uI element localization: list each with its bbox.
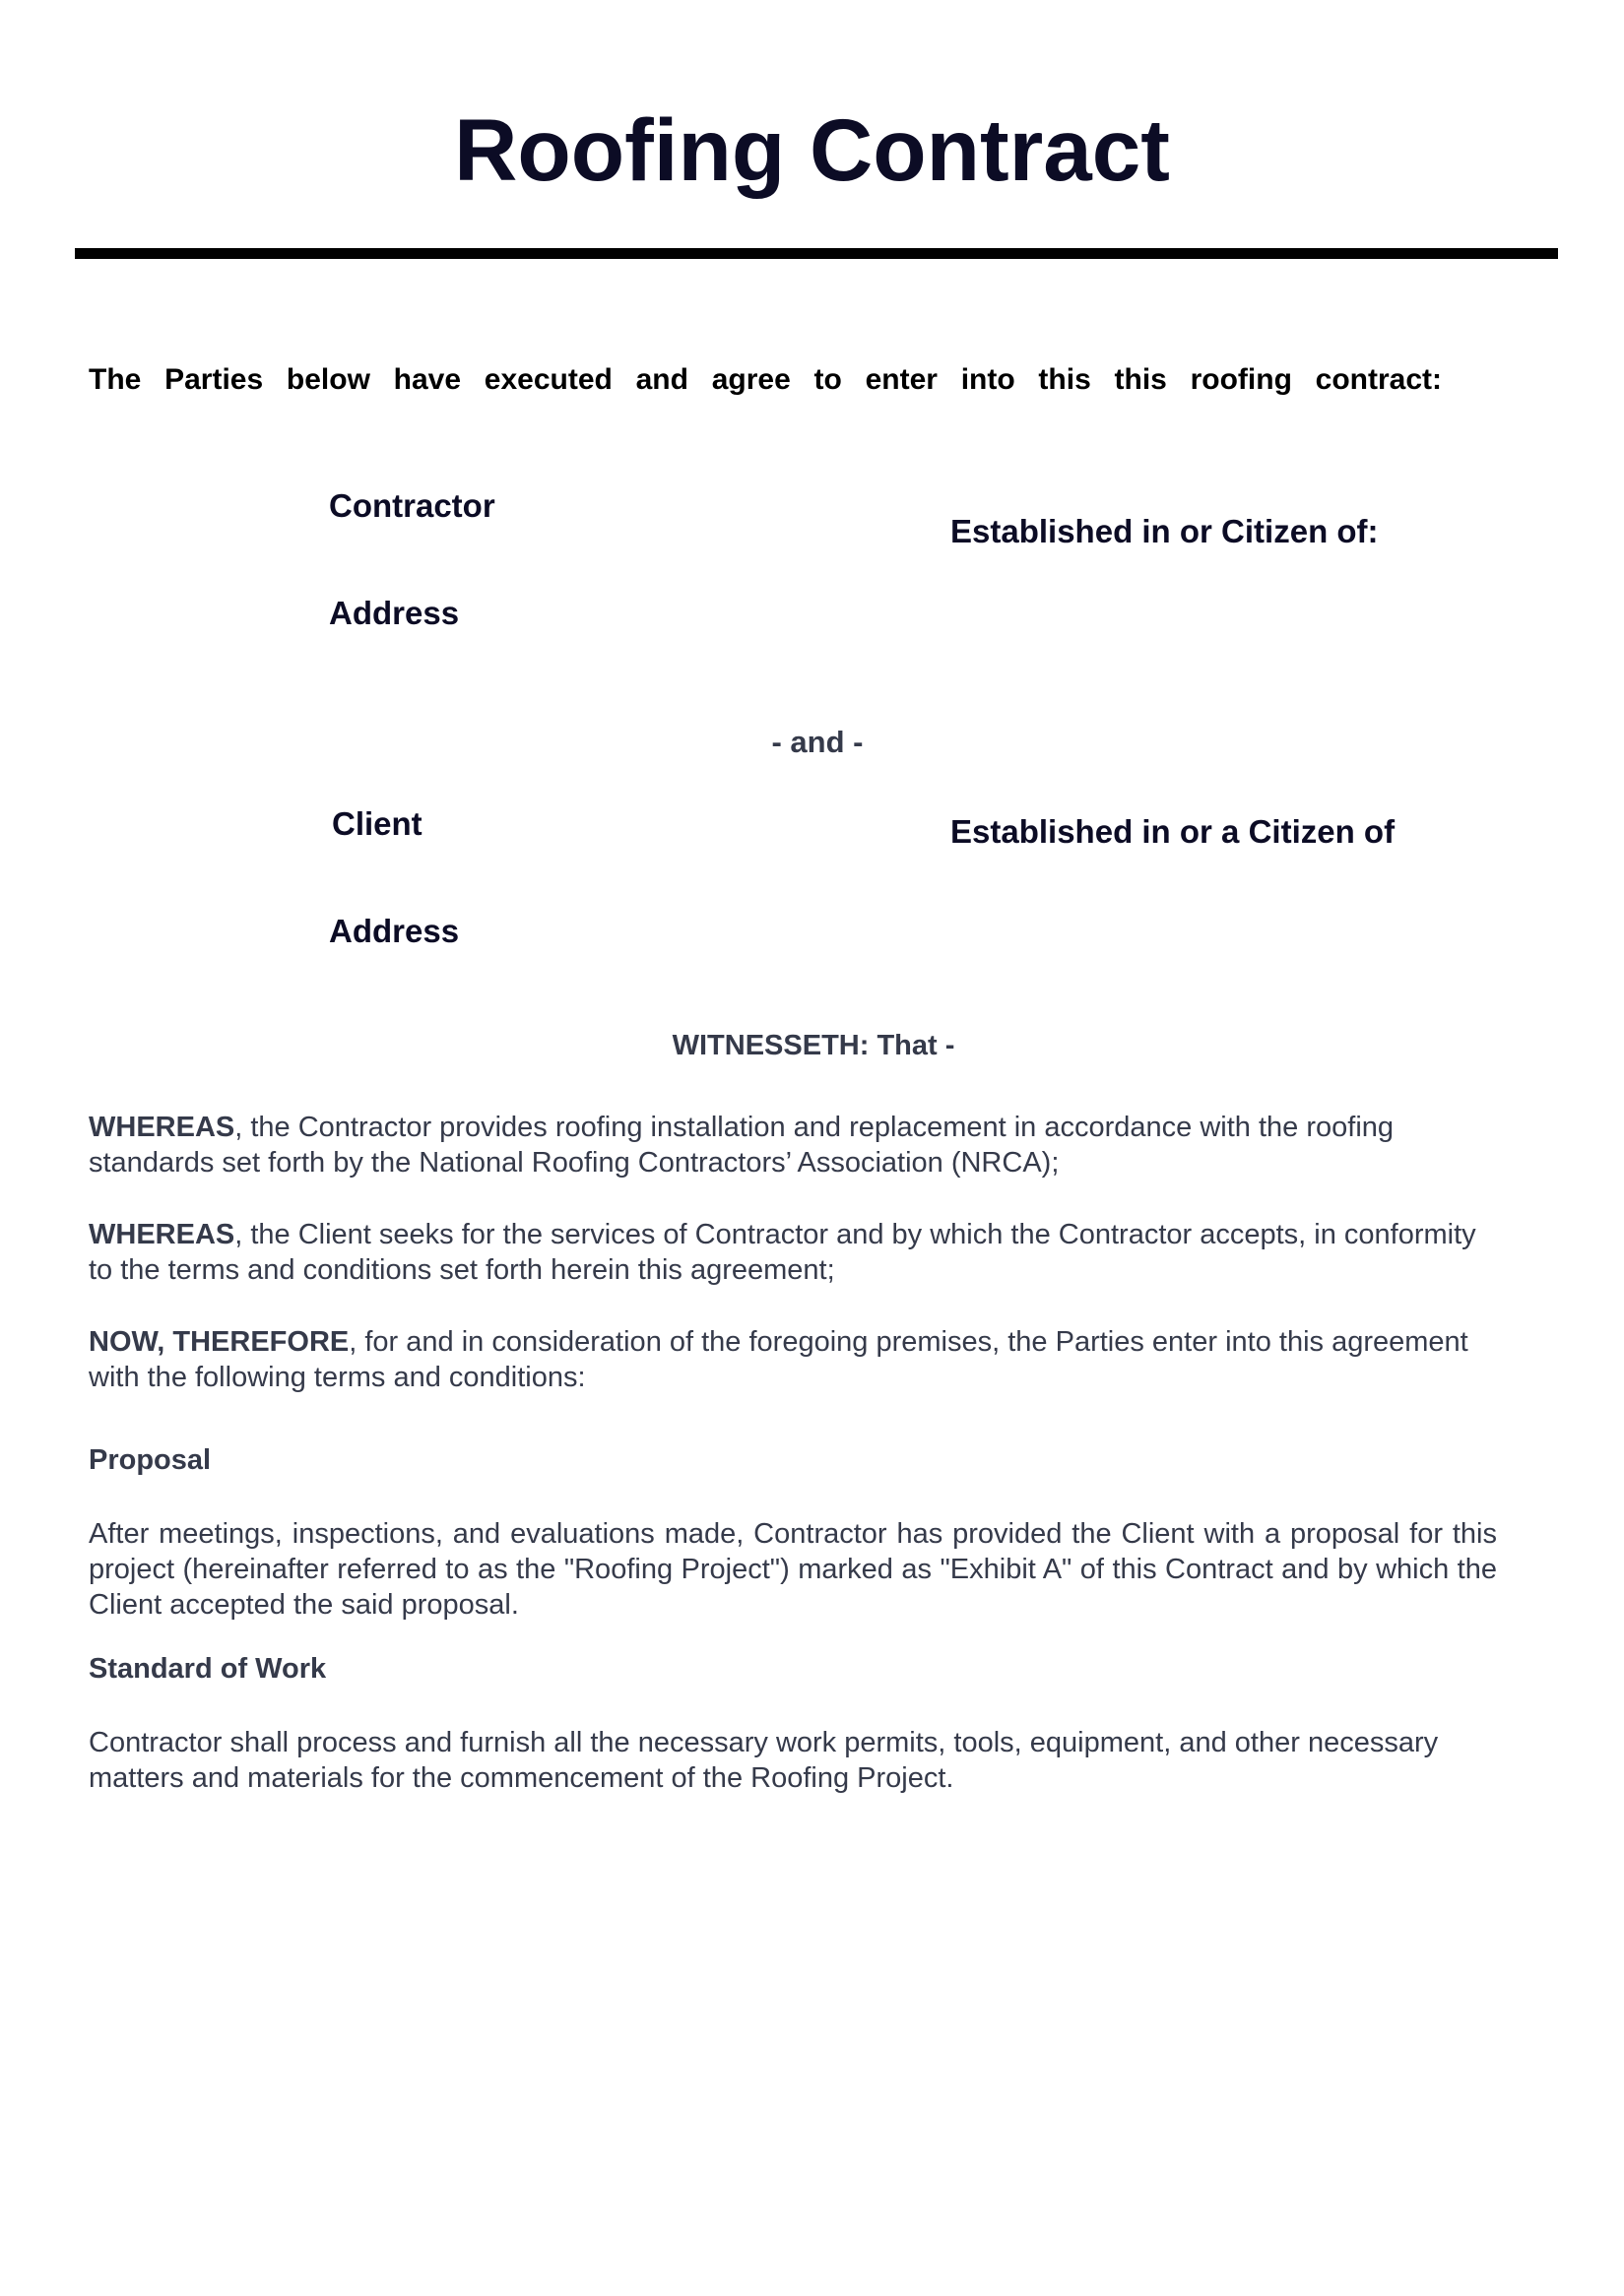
recital-lead: NOW, THEREFORE bbox=[89, 1326, 350, 1358]
contractor-address-label: Address bbox=[329, 595, 460, 631]
section-body-standard-of-work: Contractor shall process and furnish all the necessary work permits, tools, equipment, and other necessary matters and materials for the commencement of the Roofing Project. bbox=[89, 1727, 1439, 1794]
section-heading-standard-of-work: Standard of Work bbox=[89, 1653, 327, 1685]
client-label: Client bbox=[332, 805, 422, 842]
recital-text: , for and in consideration of the foregoing premises, the Parties enter into this agreement with the following terms and conditions: bbox=[89, 1326, 1468, 1393]
intro-statement: The Parties below have executed and agree to enter into this this roofing contract: bbox=[89, 363, 1442, 396]
witnesseth-heading: WITNESSETH: That - bbox=[672, 1030, 955, 1061]
title-divider bbox=[75, 248, 1558, 259]
recital-text: , the Client seeks for the services of Contractor and by which the Contractor accepts, in conformity to the terms and conditions set forth herein this agreement; bbox=[89, 1219, 1476, 1286]
section-heading-proposal: Proposal bbox=[89, 1444, 212, 1476]
recital-text: , the Contractor provides roofing installation and replacement in accordance with the roofing standards set forth by the National Roofing Contractors’ Association (NRCA); bbox=[89, 1112, 1395, 1179]
document-title: Roofing Contract bbox=[454, 100, 1170, 199]
client-address-label: Address bbox=[329, 913, 460, 949]
contractor-label: Contractor bbox=[329, 487, 495, 524]
party-separator: - and - bbox=[771, 725, 864, 759]
recital-paragraph bbox=[89, 1217, 1497, 1288]
recital-lead: WHEREAS bbox=[89, 1112, 235, 1143]
section-body-proposal: After meetings, inspections, and evaluations made, Contractor has provided the Client with a proposal for this project (hereinafter referred to as the "Roofing Project") marked as "Exhibit A" of this Contract and by which the Client accepted the said proposal. bbox=[89, 1518, 1497, 1621]
recital-paragraph bbox=[89, 1324, 1497, 1395]
client-established-label: Established in or a Citizen of bbox=[950, 813, 1396, 850]
recital-paragraph bbox=[89, 1110, 1497, 1180]
recital-lead: WHEREAS bbox=[89, 1219, 235, 1250]
contractor-established-label: Established in or Citizen of: bbox=[950, 513, 1379, 549]
